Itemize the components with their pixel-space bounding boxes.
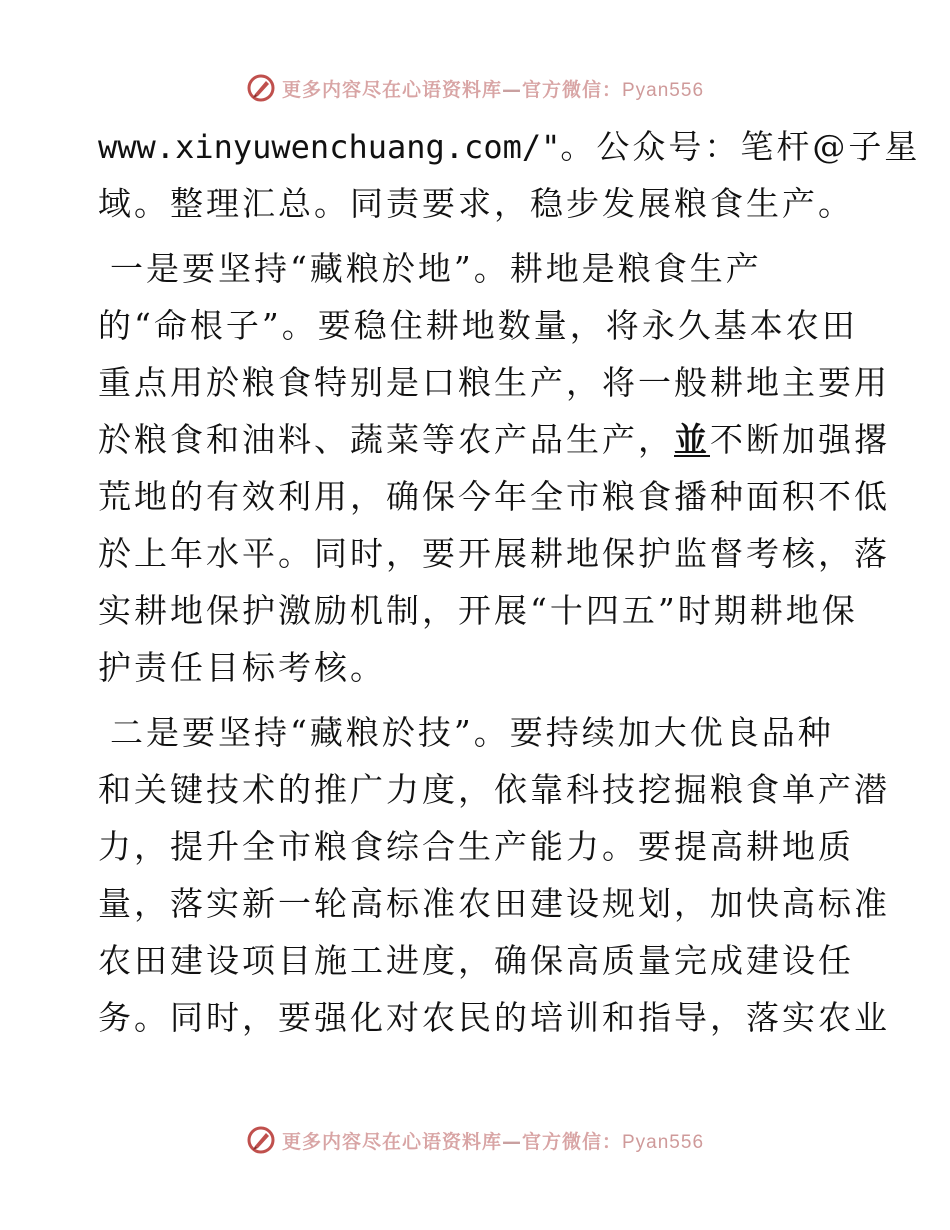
underlined-char: 並 [674,420,710,459]
text-line: 荒地的有效利用，确保今年全市粮食播种面积不低 [98,477,890,516]
header-watermark [0,68,950,108]
text-line: 务。同时，要强化对农民的培训和指导，落实农业 [98,998,890,1037]
text-line: 农田建设项目施工进度，确保高质量完成建设任 [98,941,854,980]
text-line: 於粮食和油料、蔬菜等农产品生产，並不断加强撂 [98,420,890,459]
text-line: 一是要坚持“藏粮於地”。耕地是粮食生产 [110,249,762,288]
text-line: 重点用於粮食特别是口粮生产，将一般耕地主要用 [98,363,890,402]
pen-logo-icon [246,1125,276,1155]
document-body [98,118,921,1046]
text-line: 力，提升全市粮食综合生产能力。要提高耕地质 [98,827,854,866]
text-line: www.xinyuwenchuang.com/"。公众号：笔杆@子星 [98,127,921,166]
footer-watermark [0,1120,950,1160]
paragraph-3 [98,704,890,1046]
pen-logo-icon [246,73,276,103]
text-line: 实耕地保护激励机制，开展“十四五”时期耕地保 [98,591,858,630]
text-line: 二是要坚持“藏粮於技”。要持续加大优良品种 [110,713,834,752]
text-line: 量，落实新一轮高标准农田建设规划，加快高标准 [98,884,890,923]
text-line: 於上年水平。同时，要开展耕地保护监督考核，落 [98,534,890,573]
watermark-text: 更多内容尽在心语资料库—官方微信：Pyan556 [281,78,705,101]
paragraph-2 [98,240,890,696]
paragraph-1 [98,118,921,232]
text-line: 的“命根子”。要稳住耕地数量，将永久基本农田 [98,306,858,345]
text-line: 护责任目标考核。 [98,648,386,687]
text-line: 和关键技术的推广力度，依靠科技挖掘粮食单产潜 [98,770,890,809]
text-line: 域。整理汇总。同责要求，稳步发展粮食生产。 [98,184,854,223]
watermark-text: 更多内容尽在心语资料库—官方微信：Pyan556 [281,1130,705,1153]
